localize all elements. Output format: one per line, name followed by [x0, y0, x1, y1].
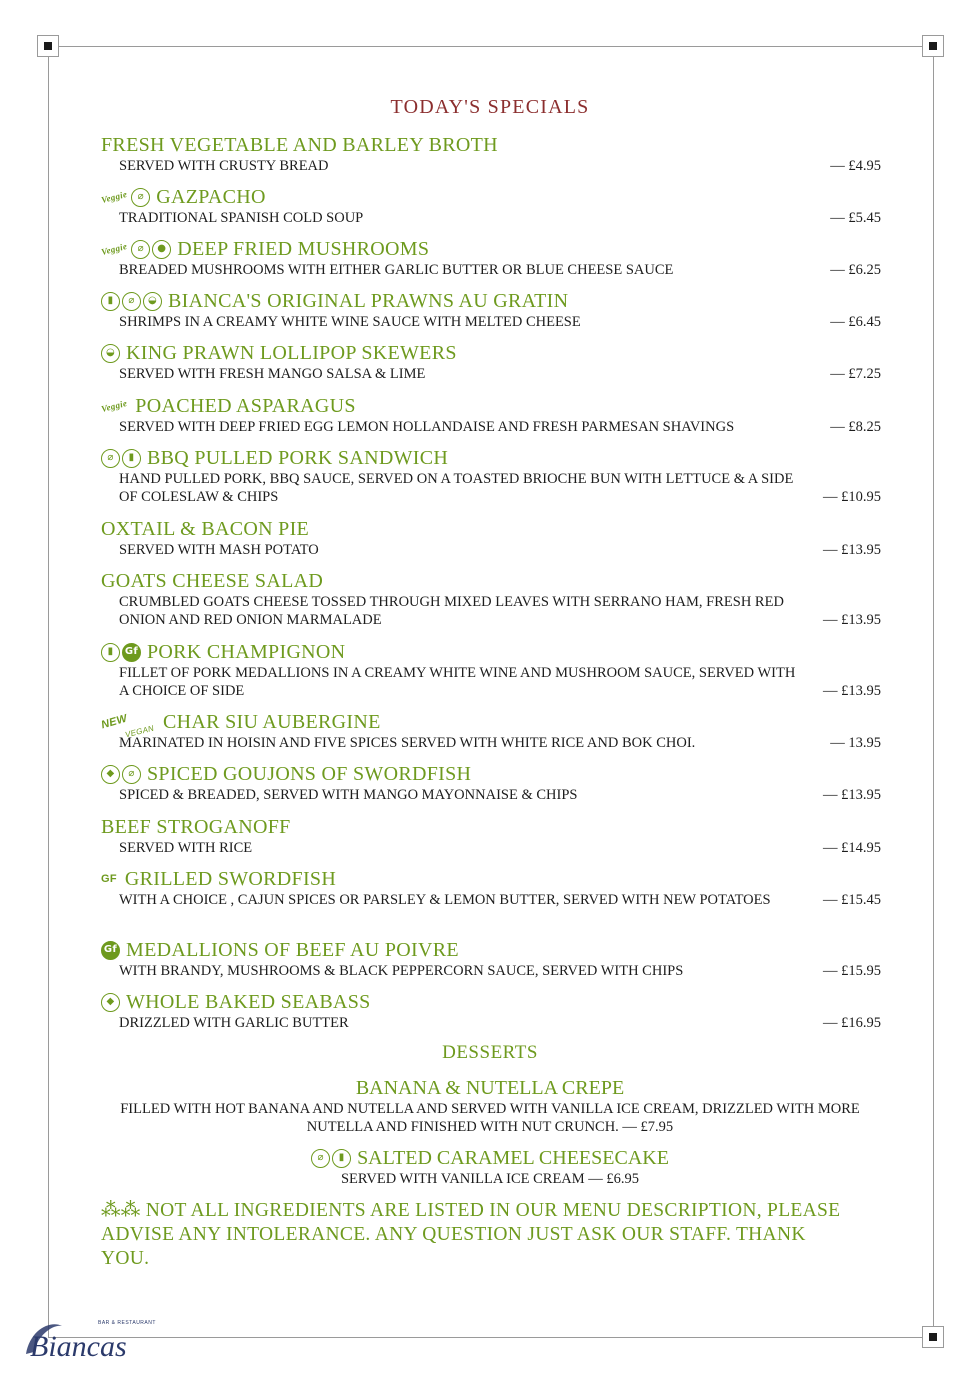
- dessert-title: SALTED CARAMEL CHEESECAKE: [357, 1147, 669, 1169]
- menu-item: [101, 237, 881, 279]
- menu-item: [101, 133, 881, 175]
- menu-item-name: [101, 237, 881, 261]
- shellfish-icon: ◒: [101, 344, 120, 363]
- menu-item-description: [119, 157, 881, 175]
- dietary-icons: [101, 941, 120, 960]
- wheat-free-icon: ⌀: [122, 765, 141, 784]
- menu-item: [101, 640, 881, 700]
- menu-item-description: [119, 261, 881, 279]
- menu-item-description: [119, 962, 881, 980]
- frame-top-line: [48, 46, 934, 47]
- wheat-free-icon: ⌀: [131, 240, 150, 259]
- frame-right-line: [933, 46, 934, 1338]
- wheat-free-icon: ⌀: [101, 449, 120, 468]
- allergy-note: ⁂⁂ NOT ALL INGREDIENTS ARE LISTED IN OUR MENU DESCRIPTION, PLEASE ADVISE ANY INTOLERANCE. ANY QUESTION JUST ASK OUR STAFF. THANK YOU.: [101, 1200, 841, 1269]
- menu-item-price: — £8.25: [830, 419, 881, 435]
- corner-ornament-top-left: [37, 35, 59, 57]
- frame-left-line: [48, 46, 49, 1338]
- dessert-name: [110, 1146, 870, 1170]
- menu-item-description-text: SHRIMPS IN A CREAMY WHITE WINE SAUCE WITH MELTED CHEESE: [119, 314, 581, 330]
- menu-item: [101, 446, 881, 506]
- fish-icon: ◆: [101, 765, 120, 784]
- dietary-icons: [101, 344, 120, 363]
- wheat-free-icon: ⌀: [122, 292, 141, 311]
- menu-item-name: [101, 517, 881, 541]
- dairy-icon: ▮: [101, 292, 120, 311]
- menu-item: [101, 341, 881, 383]
- menu-item-name: [101, 640, 881, 664]
- menu-item-description-text: FILLET OF PORK MEDALLIONS IN A CREAMY WHITE WINE AND MUSHROOM SAUCE, SERVED WITH A CHOICE OF SIDE: [119, 665, 796, 699]
- dessert-item: [110, 1146, 870, 1188]
- menu-item-name: [101, 394, 881, 418]
- menu-item-title: GRILLED SWORDFISH: [124, 868, 337, 890]
- menu-item-price: — £15.45: [823, 892, 881, 908]
- menu-item-description-text: SERVED WITH DEEP FRIED EGG LEMON HOLLANDAISE AND FRESH PARMESAN SHAVINGS: [119, 419, 735, 435]
- menu-item-name: [101, 289, 881, 313]
- corner-ornament-top-right: [922, 35, 944, 57]
- menu-item-description: [119, 839, 881, 857]
- menu-item-description-text: MARINATED IN HOISIN AND FIVE SPICES SERVED WITH WHITE RICE AND BOK CHOI.: [119, 735, 696, 751]
- menu-item-description-text: SERVED WITH CRUSTY BREAD: [119, 158, 329, 174]
- menu-item-name: [101, 569, 881, 593]
- gluten-free-icon: GF: [101, 873, 117, 885]
- menu-item: [101, 517, 881, 559]
- menu-item-name: [101, 938, 881, 962]
- menu-item-description: [119, 891, 881, 909]
- menu-item-description: [119, 470, 881, 506]
- menu-item: [101, 185, 881, 227]
- menu-item: [101, 289, 881, 331]
- menu-item-description-text: DRIZZLED WITH GARLIC BUTTER: [119, 1015, 349, 1031]
- menu-item-price: — £14.95: [823, 840, 881, 856]
- menu-item-title: DEEP FRIED MUSHROOMS: [177, 238, 430, 260]
- shellfish-icon: ◒: [143, 292, 162, 311]
- dessert-name: [110, 1076, 870, 1100]
- menu-item-description-text: BREADED MUSHROOMS WITH EITHER GARLIC BUTTER OR BLUE CHEESE SAUCE: [119, 262, 674, 278]
- menu-item: [101, 569, 881, 629]
- menu-item-price: — £7.25: [830, 366, 881, 382]
- menu-item: [101, 990, 881, 1032]
- dietary-icons: [101, 292, 162, 311]
- menu-item: [101, 710, 881, 752]
- menu-item-price: — £16.95: [823, 1015, 881, 1031]
- egg-icon: ●: [152, 240, 171, 259]
- menu-item-description-text: CRUMBLED GOATS CHEESE TOSSED THROUGH MIXED LEAVES WITH SERRANO HAM, FRESH RED ONION AND RED ONION MARMALADE: [119, 594, 784, 628]
- menu-item-name: [101, 341, 881, 365]
- menu-item-name: [101, 990, 881, 1014]
- gluten-free-icon: Gf: [101, 941, 120, 960]
- wheat-free-icon: ⌀: [311, 1149, 330, 1168]
- menu-item-description: [119, 664, 881, 700]
- menu-item: [101, 394, 881, 436]
- dessert-title: BANANA & NUTELLA CREPE: [355, 1077, 625, 1099]
- menu-item-description: [119, 734, 881, 752]
- dairy-icon: ▮: [332, 1149, 351, 1168]
- new-vegan-icon: NEW VEGAN: [99, 712, 156, 740]
- dietary-icons: [101, 185, 150, 209]
- dairy-icon: ▮: [101, 643, 120, 662]
- menu-item-price: — £6.25: [830, 262, 881, 278]
- dietary-icons: [101, 643, 141, 662]
- menu-item-price: — £13.95: [823, 787, 881, 803]
- veggie-icon: Veggie: [100, 188, 129, 206]
- dietary-icons: [101, 449, 141, 468]
- menu-item-price: — £15.95: [823, 963, 881, 979]
- dietary-icons: [101, 237, 171, 261]
- page-title: TODAY'S SPECIALS: [390, 96, 590, 118]
- menu-item-description: [119, 209, 881, 227]
- dietary-icons: [101, 765, 141, 784]
- menu-item-price: — £13.95: [823, 542, 881, 558]
- menu-item-price: — £6.45: [830, 314, 881, 330]
- menu-item-title: MEDALLIONS OF BEEF AU POIVRE: [126, 939, 459, 961]
- menu-item-name: [101, 762, 881, 786]
- menu-item-title: GOATS CHEESE SALAD: [101, 570, 324, 592]
- svg-text:Biancas: Biancas: [30, 1330, 127, 1363]
- desserts-heading: DESSERTS: [442, 1042, 538, 1063]
- dietary-icons: [101, 394, 129, 418]
- menu-item-description: [119, 365, 881, 383]
- menu-item-description: [119, 313, 881, 331]
- svg-text:BAR & RESTAURANT: BAR & RESTAURANT: [98, 1320, 156, 1326]
- menu-item-name: [101, 133, 881, 157]
- dairy-icon: ▮: [122, 449, 141, 468]
- dessert-description: SERVED WITH VANILLA ICE CREAM — £6.95: [340, 1171, 640, 1187]
- menu-item-price: — £13.95: [823, 612, 881, 628]
- menu-item-description-text: SERVED WITH MASH POTATO: [119, 542, 319, 558]
- menu-item-name: [99, 710, 881, 740]
- menu-item-title: KING PRAWN LOLLIPOP SKEWERS: [126, 342, 457, 364]
- dietary-icons: [311, 1149, 351, 1168]
- menu-item-title: CHAR SIU AUBERGINE: [163, 711, 381, 733]
- menu-item-title: POACHED ASPARAGUS: [135, 395, 356, 417]
- menu-item-description-text: HAND PULLED PORK, BBQ SAUCE, SERVED ON A TOASTED BRIOCHE BUN WITH LETTUCE & A SIDE OF COLESLAW & CHIPS: [119, 471, 794, 505]
- veggie-icon: Veggie: [100, 240, 129, 258]
- frame-bottom-line: [48, 1337, 934, 1338]
- dietary-icons: [99, 710, 157, 740]
- menu-item-price: — 13.95: [830, 735, 881, 751]
- corner-ornament-bottom-right: [922, 1326, 944, 1348]
- menu-item-title: OXTAIL & BACON PIE: [101, 518, 310, 540]
- menu-item-price: — £5.45: [830, 210, 881, 226]
- menu-item-description-text: SERVED WITH RICE: [119, 840, 253, 856]
- menu-item-title: BIANCA'S ORIGINAL PRAWNS AU GRATIN: [168, 290, 569, 312]
- dessert-description: FILLED WITH HOT BANANA AND NUTELLA AND SERVED WITH VANILLA ICE CREAM, DRIZZLED WITH MORE NUTELLA AND FINISHED WITH NUT CRUNCH. — £7.95: [120, 1101, 860, 1135]
- menu-item: [101, 867, 881, 909]
- menu-item-title: BEEF STROGANOFF: [101, 816, 291, 838]
- menu-item-name: [101, 446, 881, 470]
- menu-item-title: WHOLE BAKED SEABASS: [126, 991, 371, 1013]
- menu-item-name: [101, 867, 881, 891]
- menu-item-description: [119, 593, 881, 629]
- menu-item-name: [101, 185, 881, 209]
- dessert-item: [110, 1076, 870, 1136]
- menu-item-description-text: SERVED WITH FRESH MANGO SALSA & LIME: [119, 366, 426, 382]
- fish-icon: ◆: [101, 993, 120, 1012]
- menu-item-title: PORK CHAMPIGNON: [147, 641, 346, 663]
- menu-item: [101, 938, 881, 980]
- menu-item-description-text: SPICED & BREADED, SERVED WITH MANGO MAYONNAISE & CHIPS: [119, 787, 578, 803]
- menu-item: [101, 762, 881, 804]
- menu-item-description: [119, 541, 881, 559]
- wheat-free-icon: ⌀: [131, 188, 150, 207]
- menu-item-title: FRESH VEGETABLE AND BARLEY BROTH: [101, 134, 498, 156]
- menu-item-description: [119, 418, 881, 436]
- biancas-logo: [20, 1312, 156, 1368]
- menu-item-title: BBQ PULLED PORK SANDWICH: [147, 447, 449, 469]
- menu-item-price: — £13.95: [823, 683, 881, 699]
- menu-item-description-text: TRADITIONAL SPANISH COLD SOUP: [119, 210, 364, 226]
- menu-item-description-text: WITH BRANDY, MUSHROOMS & BLACK PEPPERCORN SAUCE, SERVED WITH CHIPS: [119, 963, 684, 979]
- dietary-icons: [101, 993, 120, 1012]
- menu-item-price: — £4.95: [830, 158, 881, 174]
- menu-item-description: [119, 1014, 881, 1032]
- veggie-icon: Veggie: [100, 397, 129, 415]
- menu-item-description-text: WITH A CHOICE , CAJUN SPICES OR PARSLEY & LEMON BUTTER, SERVED WITH NEW POTATOES: [119, 892, 771, 908]
- menu-item-description: [119, 786, 881, 804]
- dietary-icons: [101, 867, 119, 891]
- menu-item-title: GAZPACHO: [156, 186, 266, 208]
- gluten-free-icon: Gf: [122, 643, 141, 662]
- menu-item-price: — £10.95: [823, 489, 881, 505]
- menu-item-title: SPICED GOUJONS OF SWORDFISH: [147, 763, 472, 785]
- menu-item-name: [101, 815, 881, 839]
- menu-item: [101, 815, 881, 857]
